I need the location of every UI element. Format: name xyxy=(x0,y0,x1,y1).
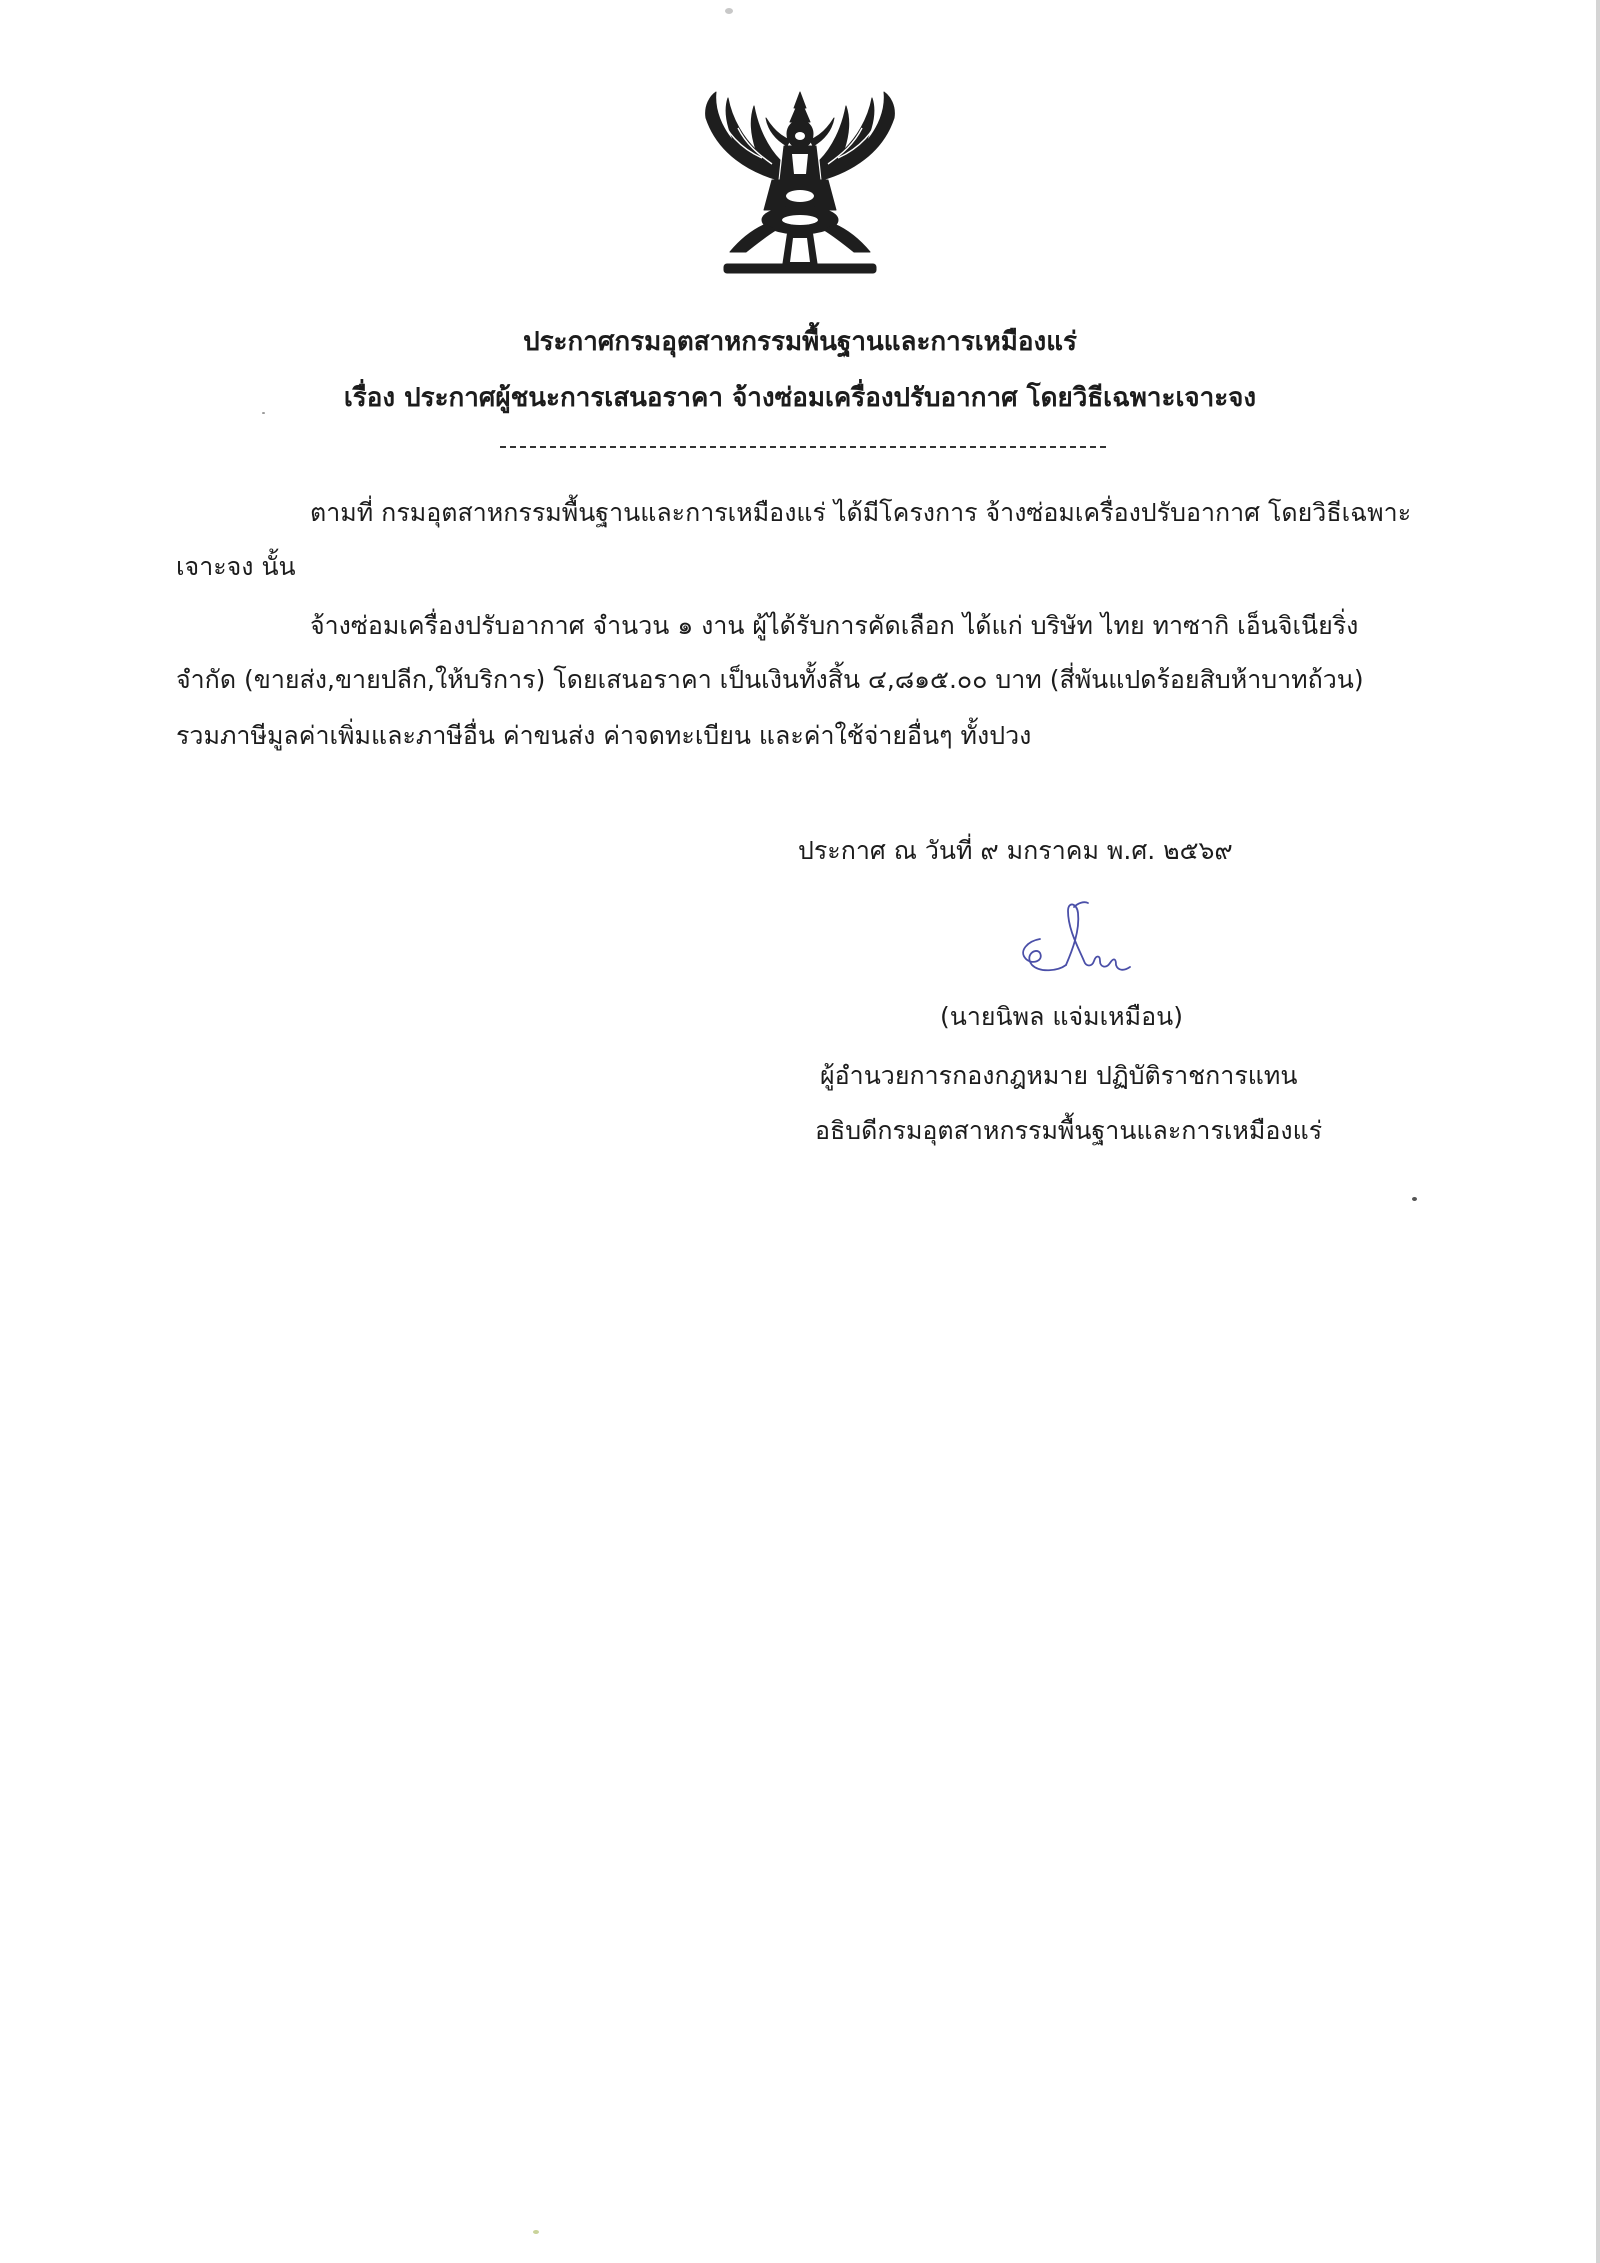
paragraph-2-line-1: จ้างซ่อมเครื่องปรับอากาศ จำนวน ๑ งาน ผู้ได้รับการคัดเลือก ได้แก่ บริษัท ไทย ทาซากิ เอ็นจิเนียริ่ง xyxy=(310,611,1359,640)
signer-name: (นายนิพล แจ่มเหมือน) xyxy=(940,1002,1183,1031)
paragraph-1-line-1: ตามที่ กรมอุตสาหกรรมพื้นฐานและการเหมืองแร่ ได้มีโครงการ จ้างซ่อมเครื่องปรับอากาศ โดยวิธีเฉพาะ xyxy=(310,498,1412,527)
signer-position-line-2: อธิบดีกรมอุตสาหกรรมพื้นฐานและการเหมืองแร่ xyxy=(815,1116,1323,1145)
scan-speck xyxy=(1412,1197,1417,1201)
paragraph-1-line-2: เจาะจง นั้น xyxy=(176,552,296,581)
paragraph-2-line-3: รวมภาษีมูลค่าเพิ่มและภาษีอื่น ค่าขนส่ง ค่าจดทะเบียน และค่าใช้จ่ายอื่นๆ ทั้งปวง xyxy=(176,721,1032,750)
garuda-emblem xyxy=(700,88,900,284)
scan-speck xyxy=(533,2230,539,2234)
handwritten-signature xyxy=(1010,895,1180,995)
paragraph-2-line-2: จำกัด (ขายส่ง,ขายปลีก,ให้บริการ) โดยเสนอราคา เป็นเงินทั้งสิ้น ๔,๘๑๕.๐๐ บาท (สี่พันแปดร้อยสิบห้าบาทถ้วน) xyxy=(176,665,1364,694)
title-separator xyxy=(500,446,1106,448)
announcement-date: ประกาศ ณ วันที่ ๙ มกราคม พ.ศ. ๒๕๖๙ xyxy=(798,836,1233,865)
announcement-title: ประกาศกรมอุตสาหกรรมพื้นฐานและการเหมืองแร่ xyxy=(523,327,1077,357)
announcement-subject: เรื่อง ประกาศผู้ชนะการเสนอราคา จ้างซ่อมเครื่องปรับอากาศ โดยวิธีเฉพาะเจาะจง xyxy=(343,383,1257,413)
scan-speck xyxy=(262,412,265,414)
signer-position-line-1: ผู้อำนวยการกองกฎหมาย ปฏิบัติราชการแทน xyxy=(820,1061,1298,1090)
scan-speck xyxy=(725,8,733,14)
